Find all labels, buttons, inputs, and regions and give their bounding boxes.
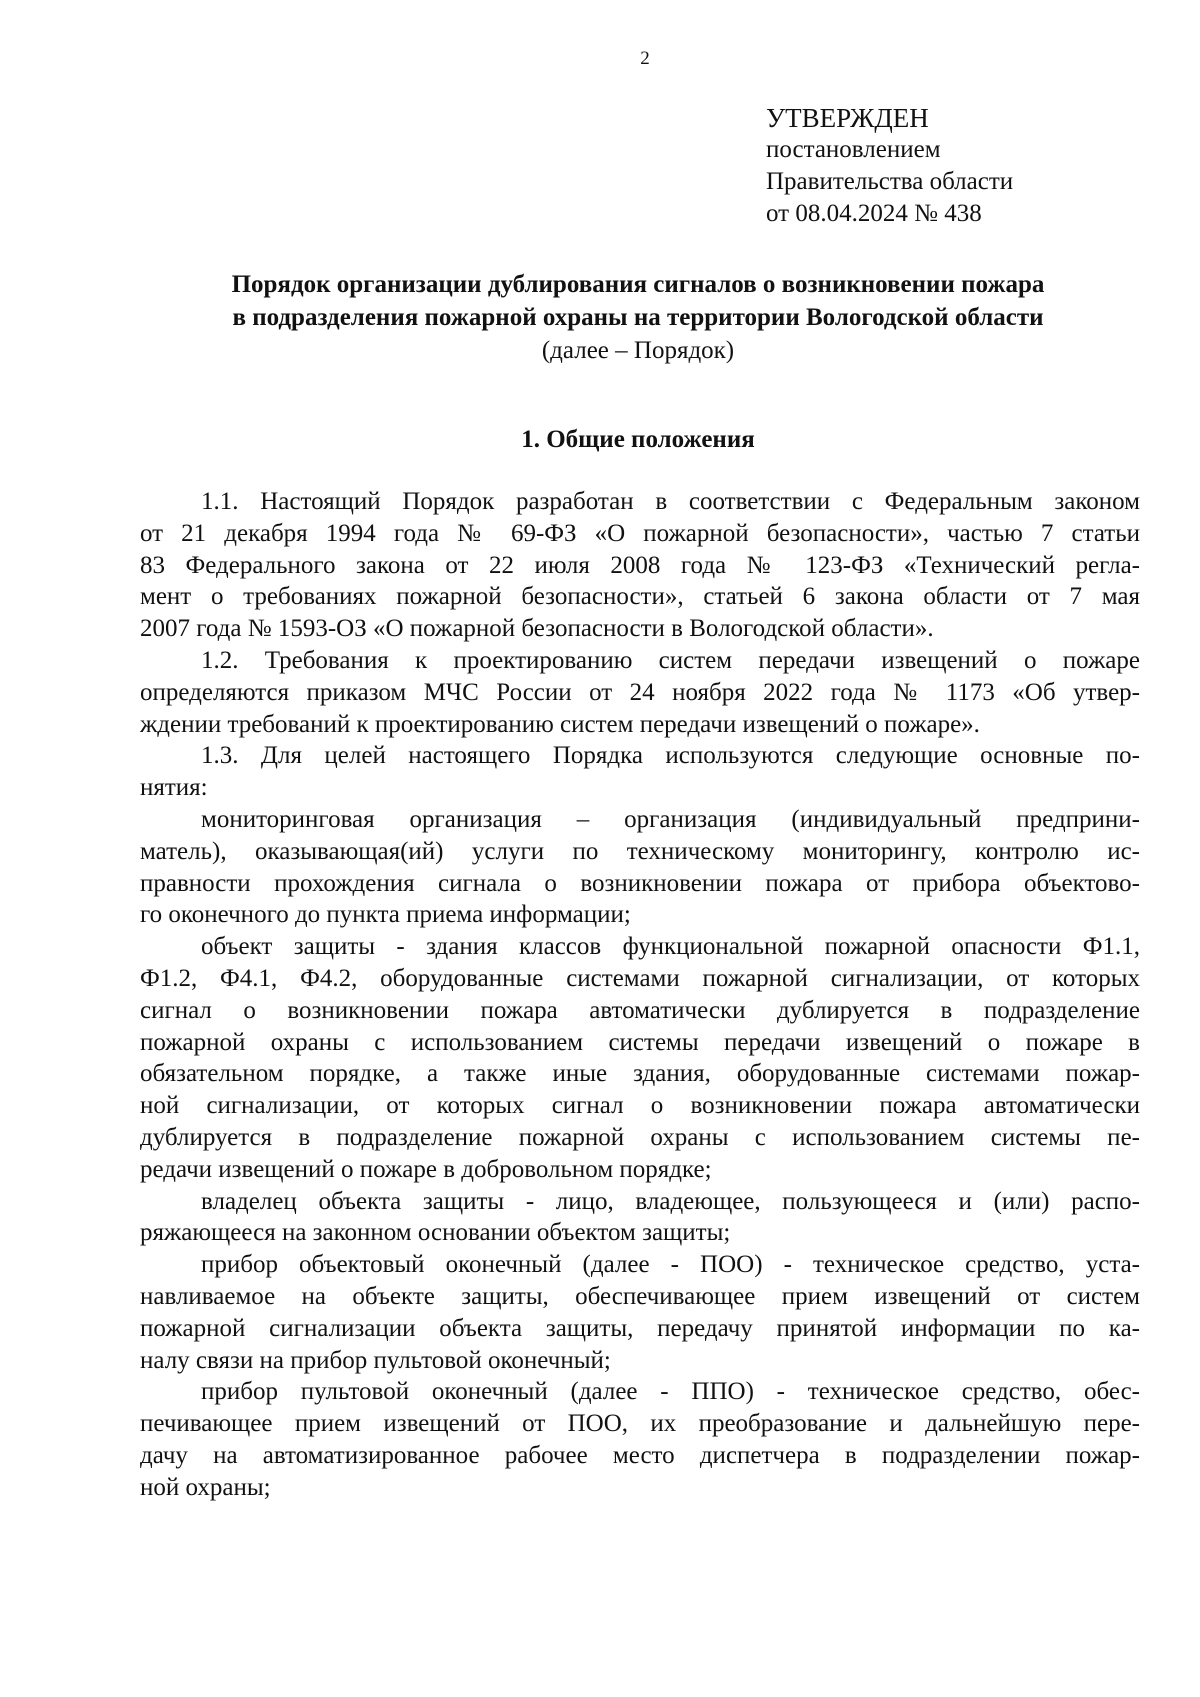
approval-block — [766, 102, 1013, 230]
paragraph-line: ряжающееся на законном основании объектом защиты; — [140, 1219, 731, 1247]
paragraph-line: ной сигнализации, от которых сигнал о возникновении пожара автоматически — [140, 1092, 1140, 1120]
paragraph-line: ждении требований к проектированию систем передачи извещений о пожаре». — [140, 710, 980, 738]
paragraph-line: 1.2. Требования к проектированию систем передачи извещений о пожаре — [201, 646, 1140, 674]
paragraph-line: нятия: — [140, 774, 208, 802]
paragraph-line: пожарной сигнализации объекта защиты, передачу принятой информации по ка- — [140, 1314, 1140, 1342]
paragraph-line: печивающее прием извещений от ПОО, их преобразование и дальнейшую пере- — [140, 1410, 1140, 1438]
approval-line: от 08.04.2024 № 438 — [766, 200, 982, 227]
paragraph-line: мент о требованиях пожарной безопасности», статьей 6 закона области от 7 мая — [140, 583, 1140, 611]
approval-line: постановлением — [766, 136, 941, 163]
paragraph-line: 1.3. Для целей настоящего Порядка используются следующие основные по- — [201, 742, 1140, 770]
paragraph-line: от 21 декабря 1994 года № 69-ФЗ «О пожарной безопасности», частью 7 статьи — [140, 519, 1140, 547]
paragraph — [140, 740, 1140, 804]
paragraph-line: владелец объекта защиты - лицо, владеющее, пользующееся и (или) распо- — [201, 1187, 1140, 1215]
paragraph-line: определяются приказом МЧС России от 24 ноября 2022 года № 1173 «Об утвер- — [140, 678, 1140, 706]
paragraph-line: правности прохождения сигнала о возникновении пожара от прибора объектово- — [140, 869, 1140, 897]
paragraph — [140, 645, 1140, 740]
paragraph — [140, 1376, 1140, 1503]
paragraph-line: обязательном порядке, а также иные здания, оборудованные системами пожар- — [140, 1060, 1140, 1088]
paragraph-line: ной охраны; — [140, 1473, 271, 1501]
paragraph-line: мониторинговая организация – организация (индивидуальный предприни- — [201, 805, 1140, 833]
paragraph-line: дублируется в подразделение пожарной охраны с использованием системы пе- — [140, 1123, 1140, 1151]
paragraph-line: дачу на автоматизированное рабочее место диспетчера в подразделении пожар- — [140, 1441, 1140, 1469]
approval-heading: УТВЕРЖДЕН — [766, 103, 929, 133]
title-line: Порядок организации дублирования сигналов о возникновении пожара — [231, 271, 1045, 298]
paragraph — [140, 804, 1140, 931]
approval-line: Правительства области — [766, 168, 1014, 195]
paragraph-line: Ф1.2, Ф4.1, Ф4.2, оборудованные системами пожарной сигнализации, от которых — [140, 964, 1140, 992]
paragraph-line: редачи извещений о пожаре в добровольном порядке; — [140, 1155, 712, 1183]
paragraph-line: го оконечного до пункта приема информации; — [140, 901, 631, 929]
paragraph-line: сигнал о возникновении пожара автоматически дублируется в подразделение — [140, 996, 1140, 1024]
paragraph-line: пожарной охраны с использованием системы передачи извещений о пожаре в — [140, 1028, 1140, 1056]
paragraph-line: объект защиты - здания классов функциональной пожарной опасности Ф1.1, — [201, 933, 1140, 961]
paragraph-line: 1.1. Настоящий Порядок разработан в соответствии с Федеральным законом — [201, 488, 1140, 515]
paragraph — [140, 1249, 1140, 1376]
paragraph-line: 83 Федерального закона от 22 июля 2008 года № 123-ФЗ «Технический регла- — [140, 551, 1140, 579]
document-title — [150, 268, 1126, 367]
paragraph-line: прибор объектовый оконечный (далее - ПОО) - техническое средство, уста- — [201, 1251, 1140, 1279]
paragraph-line: навливаемое на объекте защиты, обеспечивающее прием извещений от систем — [140, 1282, 1140, 1310]
paragraph-line: матель), оказывающая(ий) услуги по техническому мониторингу, контролю ис- — [140, 837, 1140, 865]
paragraph-line: налу связи на прибор пультовой оконечный; — [140, 1346, 611, 1374]
paragraph — [140, 1186, 1140, 1250]
paragraph — [140, 486, 1140, 645]
section-heading: 1. Общие положения — [521, 426, 755, 453]
paragraph — [140, 931, 1140, 1185]
body-text — [140, 486, 1140, 1504]
paragraph-line: прибор пультовой оконечный (далее - ППО) - техническое средство, обес- — [201, 1378, 1140, 1406]
page-number: 2 — [640, 48, 650, 69]
title-line: в подразделения пожарной охраны на территории Вологодской области — [232, 304, 1044, 331]
paragraph-line: 2007 года № 1593-ОЗ «О пожарной безопасности в Вологодской области». — [140, 615, 934, 643]
title-subline: (далее – Порядок) — [541, 337, 735, 364]
